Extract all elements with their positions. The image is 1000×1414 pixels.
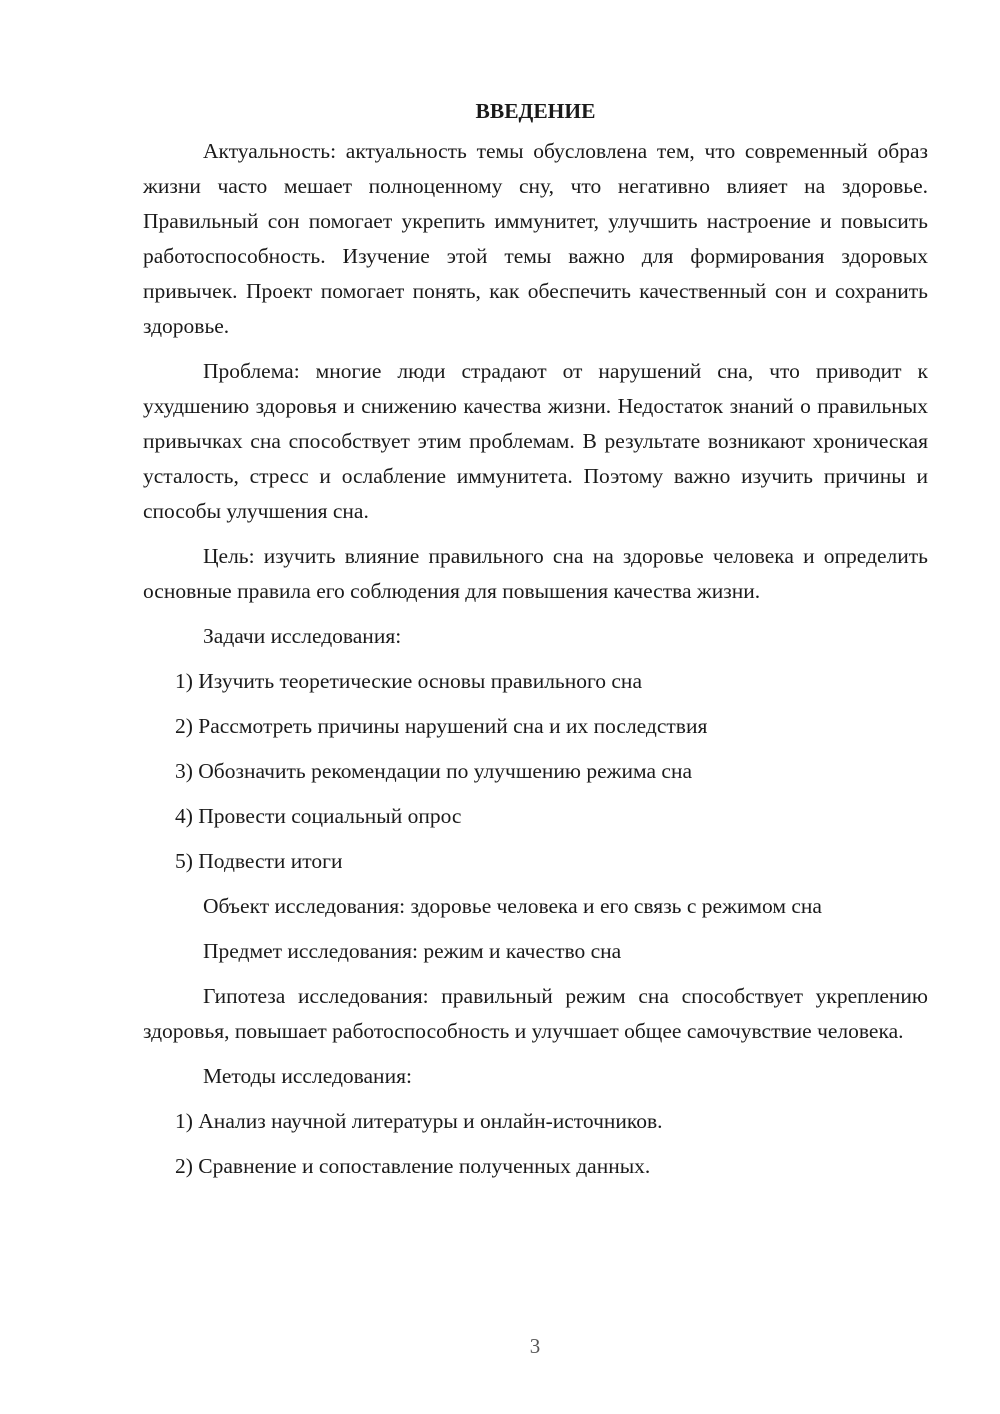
- method-item: 1) Анализ научной литературы и онлайн-источников.: [175, 1109, 663, 1133]
- problem-paragraph: Проблема: многие люди страдают от нарушений сна, что приводит к ухудшению здоровья и снижению качества жизни. Недостаток знаний о правильных привычках сна способствует этим проблемам. В результате возникают хроническая усталость, стресс и ослабление иммунитета. Поэтому важно изучить причины и способы улучшения сна.: [143, 359, 928, 523]
- task-item: 2) Рассмотреть причины нарушений сна и их последствия: [175, 714, 708, 738]
- method-item: 2) Сравнение и сопоставление полученных данных.: [175, 1154, 651, 1178]
- task-item: 4) Провести социальный опрос: [175, 804, 462, 828]
- goal-paragraph: Цель: изучить влияние правильного сна на здоровье человека и определить основные правила его соблюдения для повышения качества жизни.: [143, 544, 928, 603]
- methods-heading: Методы исследования:: [203, 1064, 412, 1088]
- page-title: ВВЕДЕНИЕ: [475, 99, 596, 123]
- task-item: 5) Подвести итоги: [175, 849, 343, 873]
- page-number: 3: [529, 1334, 541, 1358]
- task-item: 1) Изучить теоретические основы правильного сна: [175, 669, 642, 693]
- tasks-heading: Задачи исследования:: [203, 624, 402, 648]
- document-page: [143, 96, 928, 1194]
- task-item: 3) Обозначить рекомендации по улучшению режима сна: [175, 759, 692, 783]
- subject-line: Предмет исследования: режим и качество сна: [203, 939, 622, 963]
- hypothesis-paragraph: Гипотеза исследования: правильный режим сна способствует укреплению здоровья, повышает работоспособность и улучшает общее самочувствие человека.: [143, 984, 928, 1043]
- relevance-paragraph: Актуальность: актуальность темы обусловлена тем, что современный образ жизни часто мешает полноценному сну, что негативно влияет на здоровье. Правильный сон помогает укрепить иммунитет, улучшить настроение и повысить работоспособность. Изучение этой темы важно для формирования здоровых привычек. Проект помогает понять, как обеспечить качественный сон и сохранить здоровье.: [143, 139, 928, 338]
- object-line: Объект исследования: здоровье человека и его связь с режимом сна: [203, 894, 822, 918]
